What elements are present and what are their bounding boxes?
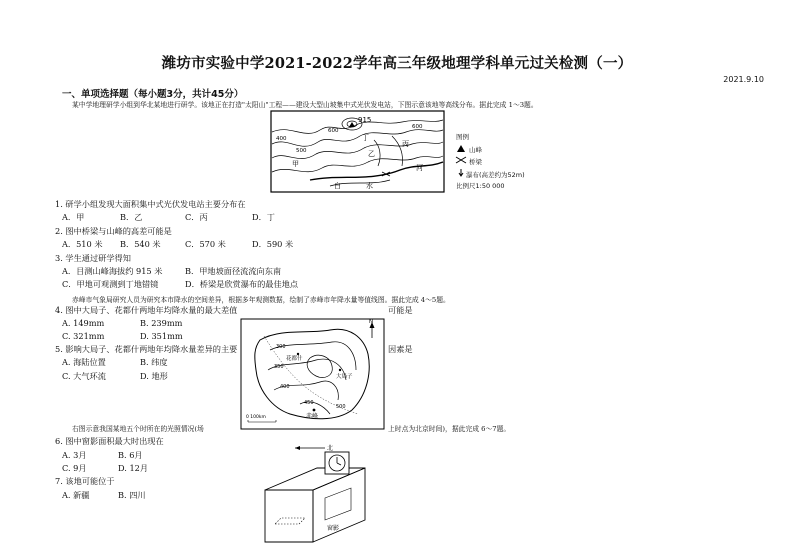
contour-label-0: 400 [276, 136, 287, 142]
q2-stem: 2. 图中桥梁与山峰的高差可能是 [55, 226, 172, 236]
q7-stem: 7. 该地可能位于 [55, 476, 115, 486]
q2-option-a[interactable]: A．510 米 [62, 239, 103, 249]
q4-option-b[interactable]: B. 239mm [140, 318, 183, 328]
point-yi: 乙 [368, 150, 375, 158]
shadow-label: 窗影 [327, 525, 340, 532]
scale-label: 0 100km [246, 415, 266, 420]
legend-peak-icon [456, 144, 466, 153]
contour-label-1: 500 [296, 148, 307, 154]
place-huadushi: 花都什 [286, 356, 303, 362]
intro-1: 某中学地理研学小组到华北某地进行研学。该地正在打造"太阳山"工程——建设大型山坡集中式光伏发电站，下图示意该地等高线分布。据此完成 1～3题。 [72, 101, 538, 109]
q4-option-a[interactable]: A. 149mm [62, 318, 105, 328]
north-label-house: 北 [327, 445, 334, 452]
legend-bridge: 桥梁 [469, 158, 482, 166]
q1-option-a[interactable]: A．甲 [62, 212, 85, 222]
q6-option-b[interactable]: B. 6月 [118, 450, 143, 460]
isohyet-label-0: 300 [276, 344, 286, 350]
legend-peak: 山峰 [469, 146, 482, 154]
point-bing: 丙 [402, 140, 409, 148]
intro-2: 赤峰市气象局研究人员为研究本市降水的空间差异，根据多年观测数据，绘制了赤峰市年降水量等值线图。据此完成 4～5题。 [72, 296, 450, 304]
q4-stem: 4. 图中大局子、花都什两地年均降水量的最大差值 [55, 305, 238, 315]
q5-option-d[interactable]: D. 地形 [140, 371, 168, 381]
point-jia: 甲 [292, 160, 299, 168]
north-direction-icon [295, 446, 325, 450]
q3-option-d[interactable]: D．桥梁是欣赏瀑布的最佳地点 [185, 279, 299, 289]
place-chifeng: 赤峰 [306, 413, 319, 420]
isohyet-label-1: 350 [274, 364, 284, 370]
legend-title: 图例 [456, 133, 469, 141]
contour-label-3: 600 [328, 128, 339, 134]
q5-option-c[interactable]: C. 大气环流 [62, 371, 106, 381]
dajuzi-dot [339, 369, 341, 371]
q2-option-c[interactable]: C．570 米 [185, 239, 226, 249]
q1-option-c[interactable]: C．丙 [185, 212, 208, 222]
legend-bridge-icon [455, 156, 467, 164]
q1-option-d[interactable]: D．丁 [252, 212, 275, 222]
q5-option-b[interactable]: B. 纬度 [140, 357, 168, 367]
isohyet-label-4: 500 [336, 404, 346, 410]
q4-option-c[interactable]: C. 321mm [62, 331, 105, 341]
river-char-bai: 白 [334, 182, 341, 190]
q3-option-c[interactable]: C．甲地可观测到丁地错镜 [62, 279, 159, 289]
point-ding: 丁 [362, 134, 369, 142]
q2-option-d[interactable]: D．590 米 [252, 239, 294, 249]
q3-option-a[interactable]: A．目测山峰海拔约 915 米 [62, 266, 163, 276]
q6-stem: 6. 图中窗影面积最大时出现在 [55, 436, 164, 446]
q4-stem-tail: 可能是 [388, 305, 413, 315]
house-illustration [255, 438, 385, 550]
legend-scale: 比例尺1:50 000 [456, 182, 505, 190]
q3-option-b[interactable]: B．甲地坡面径流流向东南 [185, 266, 282, 276]
peak-label: 915 [358, 116, 372, 124]
q7-option-b[interactable]: B. 四川 [118, 490, 146, 500]
huadushi-dot [297, 353, 299, 355]
q5-stem-tail: 因素是 [388, 344, 413, 354]
q2-option-b[interactable]: B．540 米 [120, 239, 161, 249]
q1-option-b[interactable]: B．乙 [120, 212, 143, 222]
q1-stem: 1. 研学小组发现大面积集中式光伏发电站主要分布在 [55, 199, 246, 209]
precipitation-map [240, 318, 385, 430]
isohyet-label-2: 400 [280, 384, 290, 390]
doc-date: 2021.9.10 [723, 75, 764, 84]
q5-stem: 5. 影响大局子、花都什两地年均降水量差异的主要 [55, 344, 238, 354]
q6-option-a[interactable]: A. 3月 [62, 450, 87, 460]
q6-option-d[interactable]: D. 12月 [118, 463, 149, 473]
section-heading: 一、单项选择题（每小题3分，共计45分） [62, 89, 244, 100]
q7-option-a[interactable]: A. 新疆 [62, 490, 90, 500]
legend-waterfall-icon [457, 169, 465, 177]
legend-waterfall: 瀑布(高差约为52m) [466, 171, 525, 179]
north-label: N [369, 319, 374, 325]
intro-3-left: 右图示意我国某地五个时所在的光照情况(场 [72, 425, 204, 433]
river-char-he: 河 [416, 164, 423, 172]
q6-option-c[interactable]: C. 9月 [62, 463, 87, 473]
isohyet-label-3: 450 [304, 400, 314, 406]
intro-3-right: 上时点为北京时间)，据此完成 6～7题。 [388, 425, 511, 433]
q5-option-a[interactable]: A. 海陆位置 [62, 357, 106, 367]
doc-title: 潍坊市实验中学2021-2022学年高三年级地理学科单元过关检测（一） [161, 55, 633, 72]
q3-stem: 3. 学生通过研学得知 [55, 253, 131, 263]
q4-option-d[interactable]: D. 351mm [140, 331, 183, 341]
contour-label-2: 600 [412, 124, 423, 130]
river-char-shui: 水 [366, 182, 373, 190]
topo-map [270, 110, 445, 193]
place-dajuzi: 大局子 [336, 374, 353, 380]
clock-icon [325, 452, 349, 474]
chifeng-dot [313, 409, 316, 412]
